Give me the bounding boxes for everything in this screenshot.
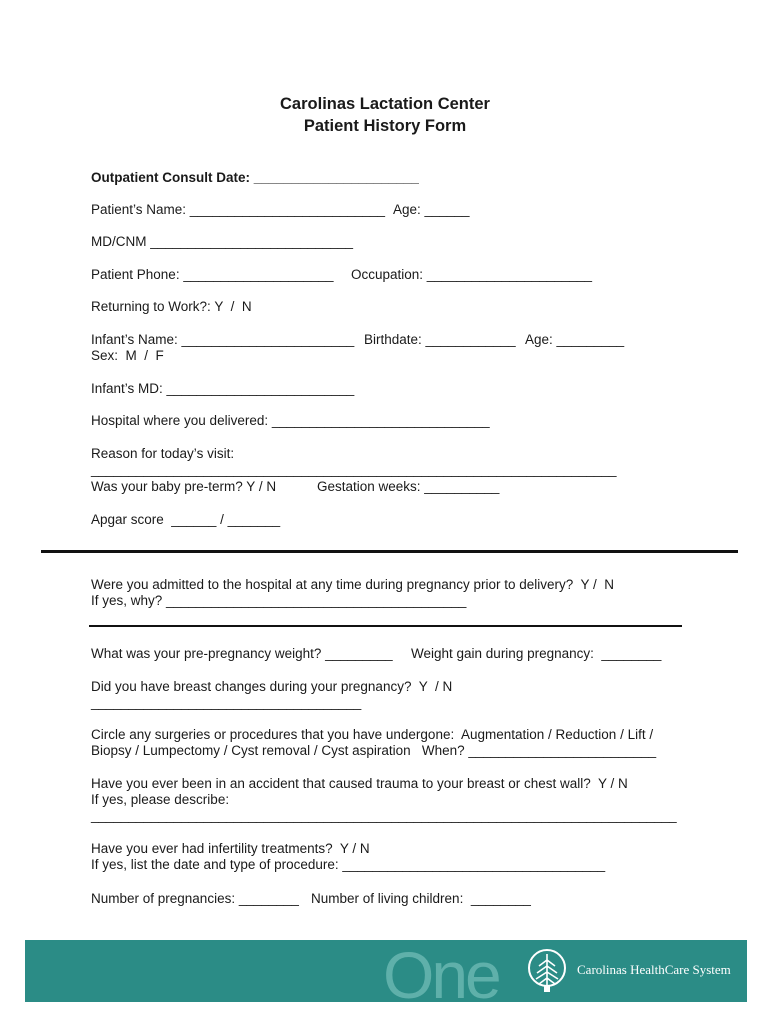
infertility-question[interactable]: Have you ever had infertility treatments? Y / N [91, 841, 370, 856]
form-subtitle: Patient History Form [303, 117, 467, 135]
preterm-field[interactable]: Was your baby pre-term? Y / N [91, 479, 277, 494]
hospital-field[interactable]: Hospital where you delivered: _____________________________ [91, 413, 490, 428]
one-slogan: One [383, 940, 499, 1002]
gestation-field[interactable]: Gestation weeks: __________ [317, 479, 500, 494]
patient-name-field[interactable]: Patient’s Name: __________________________ [91, 202, 386, 217]
form-title: Carolinas Lactation Center [280, 95, 490, 113]
occupation-field[interactable]: Occupation: ______________________ [351, 267, 592, 282]
accident-question[interactable]: Have you ever been in an accident that caused trauma to your breast or chest wall? Y / N [91, 776, 628, 791]
surgeries-when-field[interactable]: Biopsy / Lumpectomy / Cyst removal / Cyst aspiration When? _________________________ [91, 743, 657, 758]
prepregnancy-weight-field[interactable]: What was your pre-pregnancy weight? _________ [91, 646, 393, 661]
section-divider [41, 550, 738, 553]
apgar-field[interactable]: Apgar score ______ / _______ [91, 512, 281, 527]
footer-banner [25, 940, 747, 1002]
infertility-detail-field[interactable]: If yes, list the date and type of procedure: ___________________________________ [91, 857, 606, 872]
surgeries-question[interactable]: Circle any surgeries or procedures that you have undergone: Augmentation / Reduction / Lift / [91, 727, 654, 742]
organization-name: Carolinas HealthCare System [577, 962, 731, 977]
admitted-why-field[interactable]: If yes, why? ________________________________________ [91, 593, 467, 608]
breast-changes-field[interactable]: ____________________________________ [91, 695, 362, 710]
living-children-field[interactable]: Number of living children: ________ [311, 891, 531, 906]
infant-name-field[interactable]: Infant’s Name: _______________________ [91, 332, 355, 347]
section-divider-2 [89, 625, 682, 627]
pregnancies-field[interactable]: Number of pregnancies: ________ [91, 891, 299, 906]
sex-field[interactable]: Sex: M / F [91, 348, 164, 363]
breast-changes-question[interactable]: Did you have breast changes during your pregnancy? Y / N [91, 679, 453, 694]
birthdate-field[interactable]: Birthdate: ____________ [364, 332, 516, 347]
reason-label: Reason for today’s visit: [91, 446, 235, 461]
patient-phone-field[interactable]: Patient Phone: ____________________ [91, 267, 334, 282]
infant-md-field[interactable]: Infant’s MD: _________________________ [91, 381, 355, 396]
tree-logo-icon [527, 948, 567, 994]
patient-age-field[interactable]: Age: ______ [393, 202, 470, 217]
consult-date-field[interactable]: Outpatient Consult Date: ______________________ [91, 170, 419, 185]
md-cnm-field[interactable]: MD/CNM ___________________________ [91, 234, 353, 249]
reason-field[interactable]: ______________________________________________________________________ [91, 462, 617, 477]
accident-describe-field[interactable]: ______________________________________________________________________________ [91, 808, 677, 823]
infant-age-field[interactable]: Age: _________ [525, 332, 625, 347]
weight-gain-field[interactable]: Weight gain during pregnancy: ________ [411, 646, 662, 661]
admitted-question[interactable]: Were you admitted to the hospital at any time during pregnancy prior to delivery? Y / N [91, 577, 615, 592]
returning-to-work-field[interactable]: Returning to Work?: Y / N [91, 299, 252, 314]
accident-describe-label: If yes, please describe: [91, 792, 230, 807]
